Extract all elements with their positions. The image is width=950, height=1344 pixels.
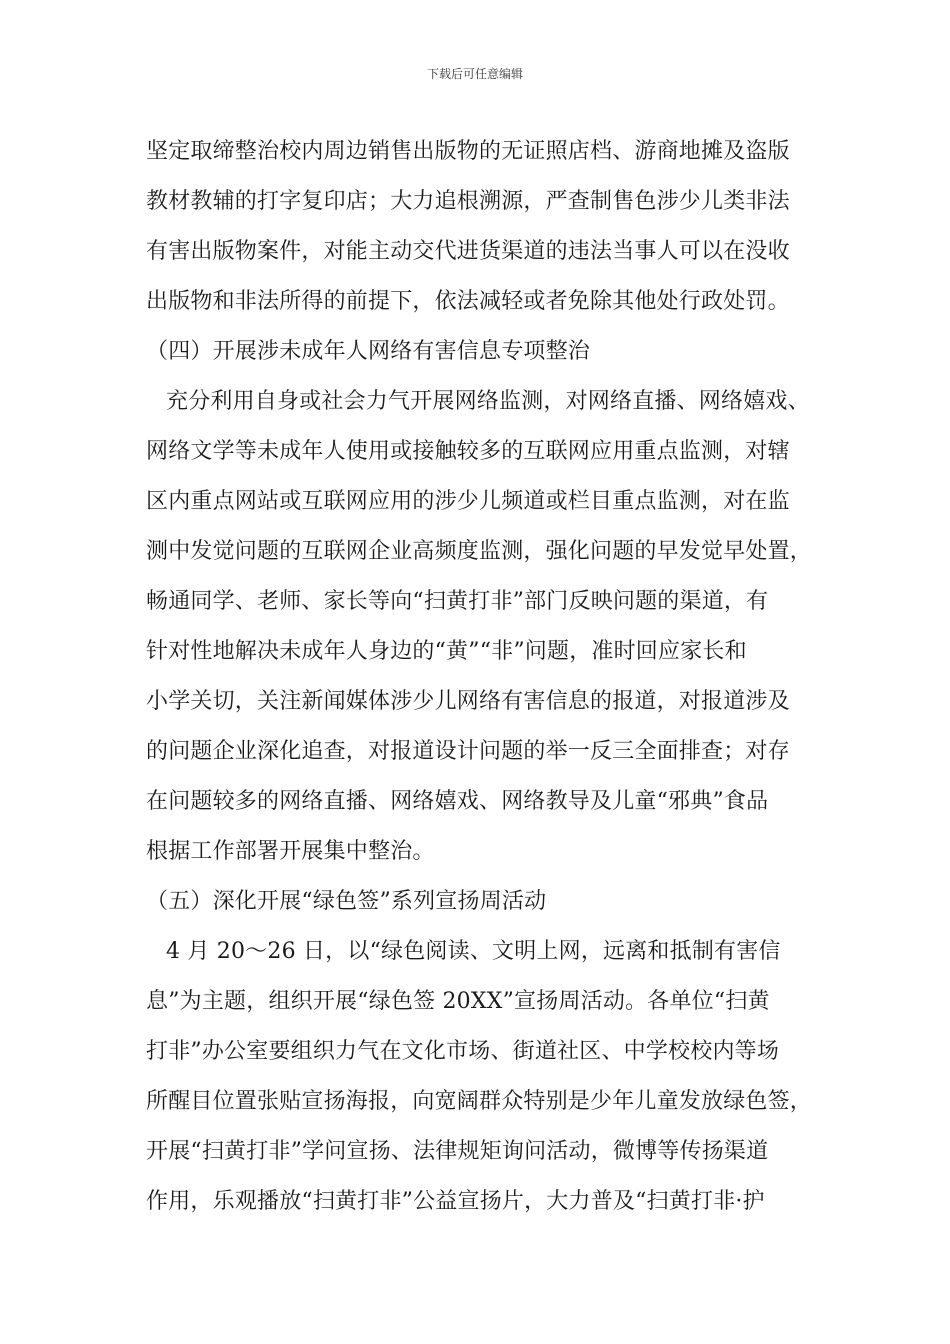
body-line: 小学关切，关注新闻媒体涉少儿网络有害信息的报道，对报道涉及 <box>146 689 790 714</box>
body-line: 出版物和非法所得的前提下，依法减轻或者免除其他处行政处罚。 <box>146 289 790 314</box>
body-line: 根据工作部署开展集中整治。 <box>146 839 435 864</box>
body-line: 有害出版物案件，对能主动交代进货渠道的违法当事人可以在没收 <box>146 239 790 264</box>
body-line: 作用，乐观播放“扫黄打非”公益宣扬片，大力普及“扫黄打非·护 <box>146 1189 765 1214</box>
section-heading: （五）深化开展“绿色签”系列宣扬周活动 <box>146 889 547 914</box>
body-line: 所醒目位置张贴宣扬海报，向宽阔群众特别是少年儿童发放绿色签， <box>146 1089 813 1114</box>
body-line: 4 月 20～26 日，以“绿色阅读、文明上网，远离和抵制有害信 <box>166 939 781 964</box>
body-line: 畅通同学、老师、家长等向“扫黄打非”部门反映问题的渠道，有 <box>146 589 769 614</box>
body-line: 测中发觉问题的互联网企业高频度监测，强化问题的早发觉早处置， <box>146 539 813 564</box>
section-heading: （四）开展涉未成年人网络有害信息专项整治 <box>146 339 591 364</box>
body-line: 息”为主题，组织开展“绿色签 20XX”宣扬周活动。各单位“扫黄 <box>146 989 770 1014</box>
body-line: 打非”办公室要组织力气在文化市场、街道社区、中学校校内等场 <box>146 1039 780 1064</box>
body-line: 针对性地解决未成年人身边的“黄”“非”问题，准时回应家长和 <box>146 639 747 664</box>
page-header: 下载后可任意编辑 <box>426 67 523 81</box>
body-line: 在问题较多的网络直播、网络嬉戏、网络教导及儿童“邪典”食品 <box>146 789 769 814</box>
body-line: 区内重点网站或互联网应用的涉少儿频道或栏目重点监测，对在监 <box>146 489 790 514</box>
body-line: 充分利用自身或社会力气开展网络监测，对网络直播、网络嬉戏、 <box>166 389 810 414</box>
body-line: 开展“扫黄打非”学问宣扬、法律规矩询问活动，微博等传扬渠道 <box>146 1139 769 1164</box>
body-line: 坚定取缔整治校内周边销售出版物的无证照店档、游商地摊及盗版 <box>146 139 790 164</box>
body-line: 的问题企业深化追查，对报道设计问题的举一反三全面排查；对存 <box>146 739 790 764</box>
body-line: 网络文学等未成年人使用或接触较多的互联网应用重点监测，对辖 <box>146 439 790 464</box>
body-line: 教材教辅的打字复印店；大力追根溯源，严查制售色涉少儿类非法 <box>146 189 790 214</box>
